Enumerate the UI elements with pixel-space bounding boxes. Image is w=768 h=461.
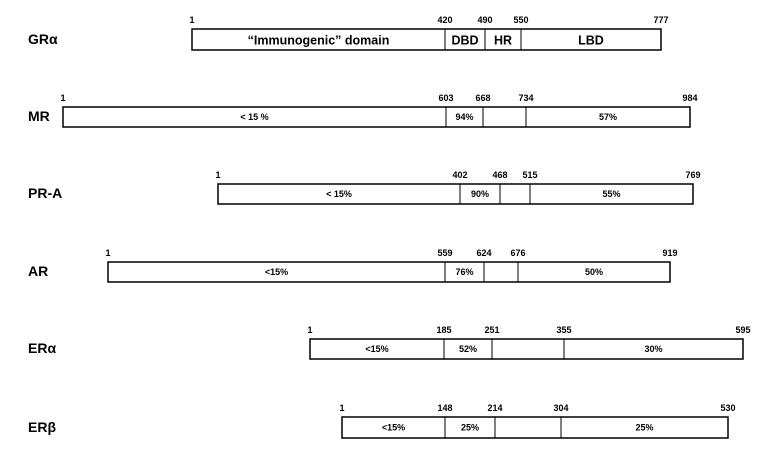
boundary-label: 1	[215, 170, 221, 180]
segment-label: 57%	[598, 112, 618, 122]
receptor-name: GRα	[28, 31, 58, 47]
receptor-name: AR	[28, 263, 49, 279]
boundary-label: 559	[437, 248, 453, 258]
segment-label: < 15 %	[240, 112, 269, 122]
boundary-label: 1	[307, 325, 313, 335]
boundary-label: 550	[513, 15, 529, 25]
receptor-name: ERβ	[28, 419, 56, 435]
boundary-label: 676	[510, 248, 526, 258]
boundary-label: 355	[556, 325, 572, 335]
segment-label: <15%	[381, 422, 406, 433]
receptor-row	[28, 325, 751, 359]
segment-label: “Immunogenic” domain	[247, 33, 390, 48]
boundary-label: 1	[60, 93, 66, 103]
boundary-label: 148	[437, 403, 453, 413]
boundary-label: 1	[189, 15, 195, 25]
segment-label: 52%	[458, 344, 478, 354]
boundary-label: 777	[653, 15, 669, 25]
receptor-name: MR	[28, 108, 50, 124]
boundary-label: 251	[484, 325, 500, 335]
boundary-label: 420	[437, 15, 453, 25]
segment-label: LBD	[578, 33, 604, 48]
receptor-name: PR-A	[28, 185, 63, 201]
boundary-label: 1	[105, 248, 111, 258]
boundary-label: 530	[720, 403, 736, 413]
receptor-row	[28, 93, 698, 127]
boundary-label: 769	[685, 170, 701, 180]
boundary-label: 515	[522, 170, 538, 180]
boundary-label: 668	[475, 93, 491, 103]
segment-label: HR	[493, 33, 513, 48]
segment-label: <15%	[365, 344, 389, 354]
segment-label: 25%	[460, 422, 480, 433]
domain-bar	[63, 107, 690, 127]
segment-label: 30%	[644, 344, 663, 354]
boundary-label: 734	[518, 93, 534, 103]
segment-label: 90%	[470, 189, 490, 199]
segment-label: 76%	[455, 267, 474, 277]
boundary-label: 984	[682, 93, 698, 103]
segment-label: DBD	[451, 33, 479, 48]
domain-bar	[218, 184, 693, 204]
boundary-label: 468	[492, 170, 508, 180]
segment-label: 55%	[602, 189, 621, 199]
boundary-label: 1	[339, 403, 345, 413]
receptor-row	[28, 248, 678, 282]
segment-label: < 15%	[326, 189, 352, 199]
receptor-row	[28, 170, 701, 204]
segment-label: 50%	[584, 267, 604, 277]
boundary-label: 304	[553, 403, 569, 413]
boundary-label: 919	[662, 248, 678, 258]
boundary-label: 490	[477, 15, 493, 25]
receptor-row	[28, 403, 736, 438]
boundary-label: 595	[735, 325, 751, 335]
boundary-label: 603	[438, 93, 454, 103]
boundary-label: 214	[487, 403, 503, 413]
receptor-row	[28, 15, 669, 50]
segment-label: 25%	[635, 422, 654, 433]
segment-label: 94%	[455, 112, 474, 122]
boundary-label: 402	[452, 170, 468, 180]
segment-label: <15%	[264, 267, 289, 277]
boundary-label: 185	[436, 325, 452, 335]
boundary-label: 624	[476, 248, 492, 258]
receptor-name: ERα	[28, 340, 57, 356]
